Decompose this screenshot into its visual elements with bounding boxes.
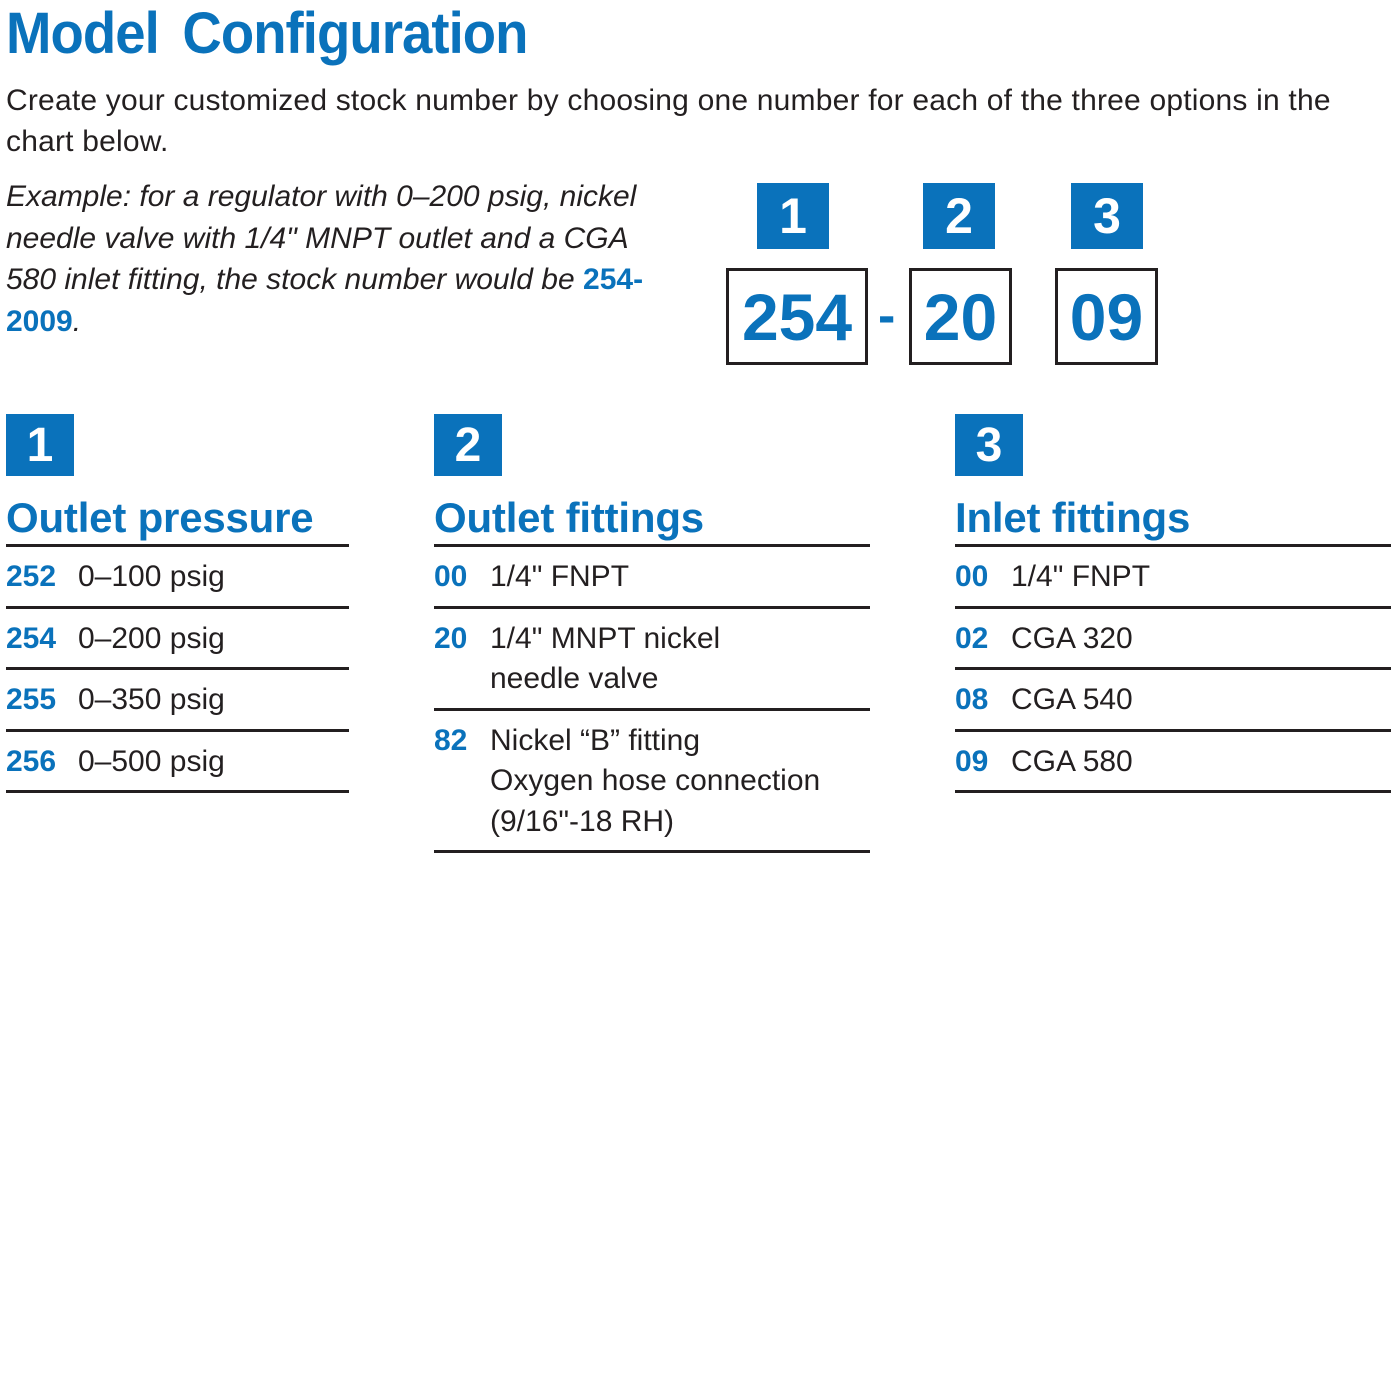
option-code: 255 <box>6 683 57 716</box>
diagram-box-outlet-pressure: 254 <box>726 268 868 365</box>
option-description: 1/4" FNPT <box>490 560 630 593</box>
option-badge-1: 1 <box>6 414 74 476</box>
option-description: 0–500 psig <box>78 744 225 778</box>
option-code: 09 <box>955 744 989 778</box>
option-inlet-fittings <box>955 414 1391 793</box>
diagram-box-inlet-fitting: 09 <box>1055 268 1158 365</box>
option-badge-3: 3 <box>955 414 1023 476</box>
diagram-badge-3: 3 <box>1071 183 1143 249</box>
option-heading: Inlet fittings <box>955 492 1391 547</box>
option-row <box>6 547 349 609</box>
option-code: 08 <box>955 683 989 716</box>
option-row <box>6 609 349 671</box>
option-code: 252 <box>6 560 57 593</box>
option-outlet-fittings <box>434 414 870 853</box>
option-description: CGA 580 <box>1011 744 1133 778</box>
option-row <box>434 547 870 609</box>
option-row <box>434 609 870 711</box>
option-heading: Outlet pressure <box>6 492 349 547</box>
option-row <box>955 732 1391 794</box>
option-description: 0–350 psig <box>78 683 225 716</box>
option-code: 256 <box>6 744 57 778</box>
option-code: 254 <box>6 621 57 655</box>
option-description: 0–200 psig <box>78 621 225 655</box>
option-description: 1/4" FNPT <box>1011 560 1151 593</box>
diagram-separator: - <box>878 287 896 345</box>
example-text <box>6 176 646 342</box>
example-stock-number: 254-2009 <box>6 263 644 338</box>
diagram-badge-2: 2 <box>923 183 995 249</box>
option-code: 00 <box>955 560 989 593</box>
option-description: CGA 540 <box>1011 683 1133 716</box>
option-code: 20 <box>434 621 468 655</box>
option-row <box>6 732 349 794</box>
option-code: 82 <box>434 723 468 757</box>
option-code: 02 <box>955 621 989 655</box>
example-body: Example: for a regulator with 0–200 psig, nickel needle valve with 1/4" MNPT outlet and a CGA 580 inlet fitting, the stock number would be <box>6 180 637 296</box>
option-code: 00 <box>434 560 468 593</box>
option-badge-2: 2 <box>434 414 502 476</box>
option-description: 1/4" MNPT nickel needle valve <box>490 621 721 695</box>
option-row <box>6 670 349 732</box>
option-heading: Outlet fittings <box>434 492 870 547</box>
option-outlet-pressure <box>6 414 349 793</box>
option-row <box>955 609 1391 671</box>
diagram-badge-1: 1 <box>757 183 829 249</box>
example-end: . <box>72 304 82 338</box>
option-row <box>434 711 870 854</box>
option-description: Nickel “B” fitting Oxygen hose connection (9/16"-18 RH) <box>490 723 821 838</box>
intro-text: Create your customized stock number by choosing one number for each of the three options in the chart below. <box>6 84 1331 158</box>
option-row <box>955 670 1391 732</box>
option-description: 0–100 psig <box>78 560 225 593</box>
page-title: Model Configuration <box>6 1 528 66</box>
option-row <box>955 547 1391 609</box>
option-description: CGA 320 <box>1011 621 1133 655</box>
diagram-box-outlet-fitting: 20 <box>909 268 1012 365</box>
